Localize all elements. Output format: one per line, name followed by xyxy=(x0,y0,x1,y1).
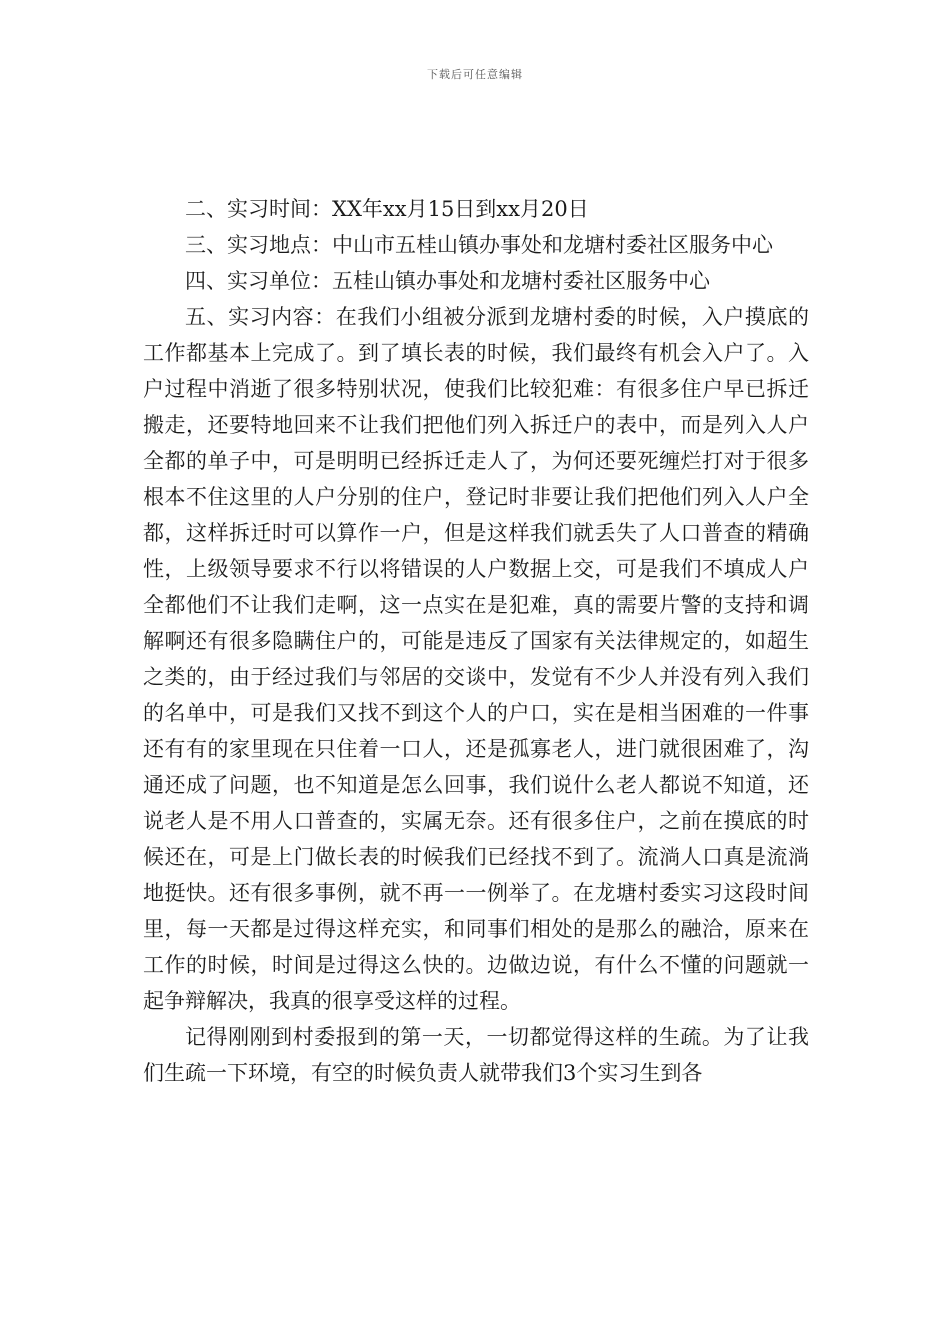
paragraph-internship-location: 三、实习地点：中山市五桂山镇办事处和龙塘村委社区服务中心 xyxy=(185,233,773,257)
paragraph-internship-content: 五、实习内容：在我们小组被分派到龙塘村委的时候，入户摸底的工作都基本上完成了。到了填长表的时候，我们最终有机会入户了。入户过程中消逝了很多特别状况，使我们比较犯难：有很多住户早已拆迁搬走，还要特地回来不让我们把他们列入拆迁户的表中，而是列入人户全都的单子中，可是明明已经拆迁走人了，为何还要死缠烂打对于很多根本不住这里的人户分别的住户，登记时非要让我们把他们列入人户全都，这样拆迁时可以算作一户，但是这样我们就丢失了人口普查的精确 性，上级领导要求不行以将错误的人户数据上交，可是我们不填成人户全都他们不让我们走啊，这一点实在是犯难，真的需要片警的支持和调解啊还有很多隐瞒住户的，可能是违反了国家有关法律规定的，如超生之类的，由于经过我们与邻居的交谈中，发觉有不少人并没有列入我们的名单中，可是我们又找不到这个人的户口，实在是相当困难的一件事还有有的家里现在只住着一口人，还是孤寡老人，进门就很困难了，沟通还成了问题，也不知道是怎么回事，我们说什么老人都说不知道，还说老人是不用人口普查的，实属无奈。还有很多住户，之前在摸底的时候还在，可是上门做长表的时候我们已经找不到了。流淌人口真是流淌地挺快。还有很多事例，就不再一一例举了。在龙塘村委实习这段时间里，每一天都是过得这样充实，和同事们相处的是那么的融洽，原来在工作的时候，时间是过得这么快的。边做边说，有什么不懂的问题就一起争辩解决，我真的很享受这样的过程。 xyxy=(143,305,809,1013)
page-header: 下载后可任意编辑 xyxy=(427,68,523,81)
paragraph-internship-unit: 四、实习单位：五桂山镇办事处和龙塘村委社区服务中心 xyxy=(185,269,710,293)
paragraph-first-day: 记得刚刚到村委报到的第一天，一切都觉得这样的生疏。为了让我们生疏一下环境，有空的时候负责人就带我们3个实习生到各 xyxy=(143,1025,809,1085)
document-body xyxy=(143,191,809,1091)
paragraph-internship-time: 二、实习时间：XX年xx月15日到xx月20日 xyxy=(185,197,589,221)
